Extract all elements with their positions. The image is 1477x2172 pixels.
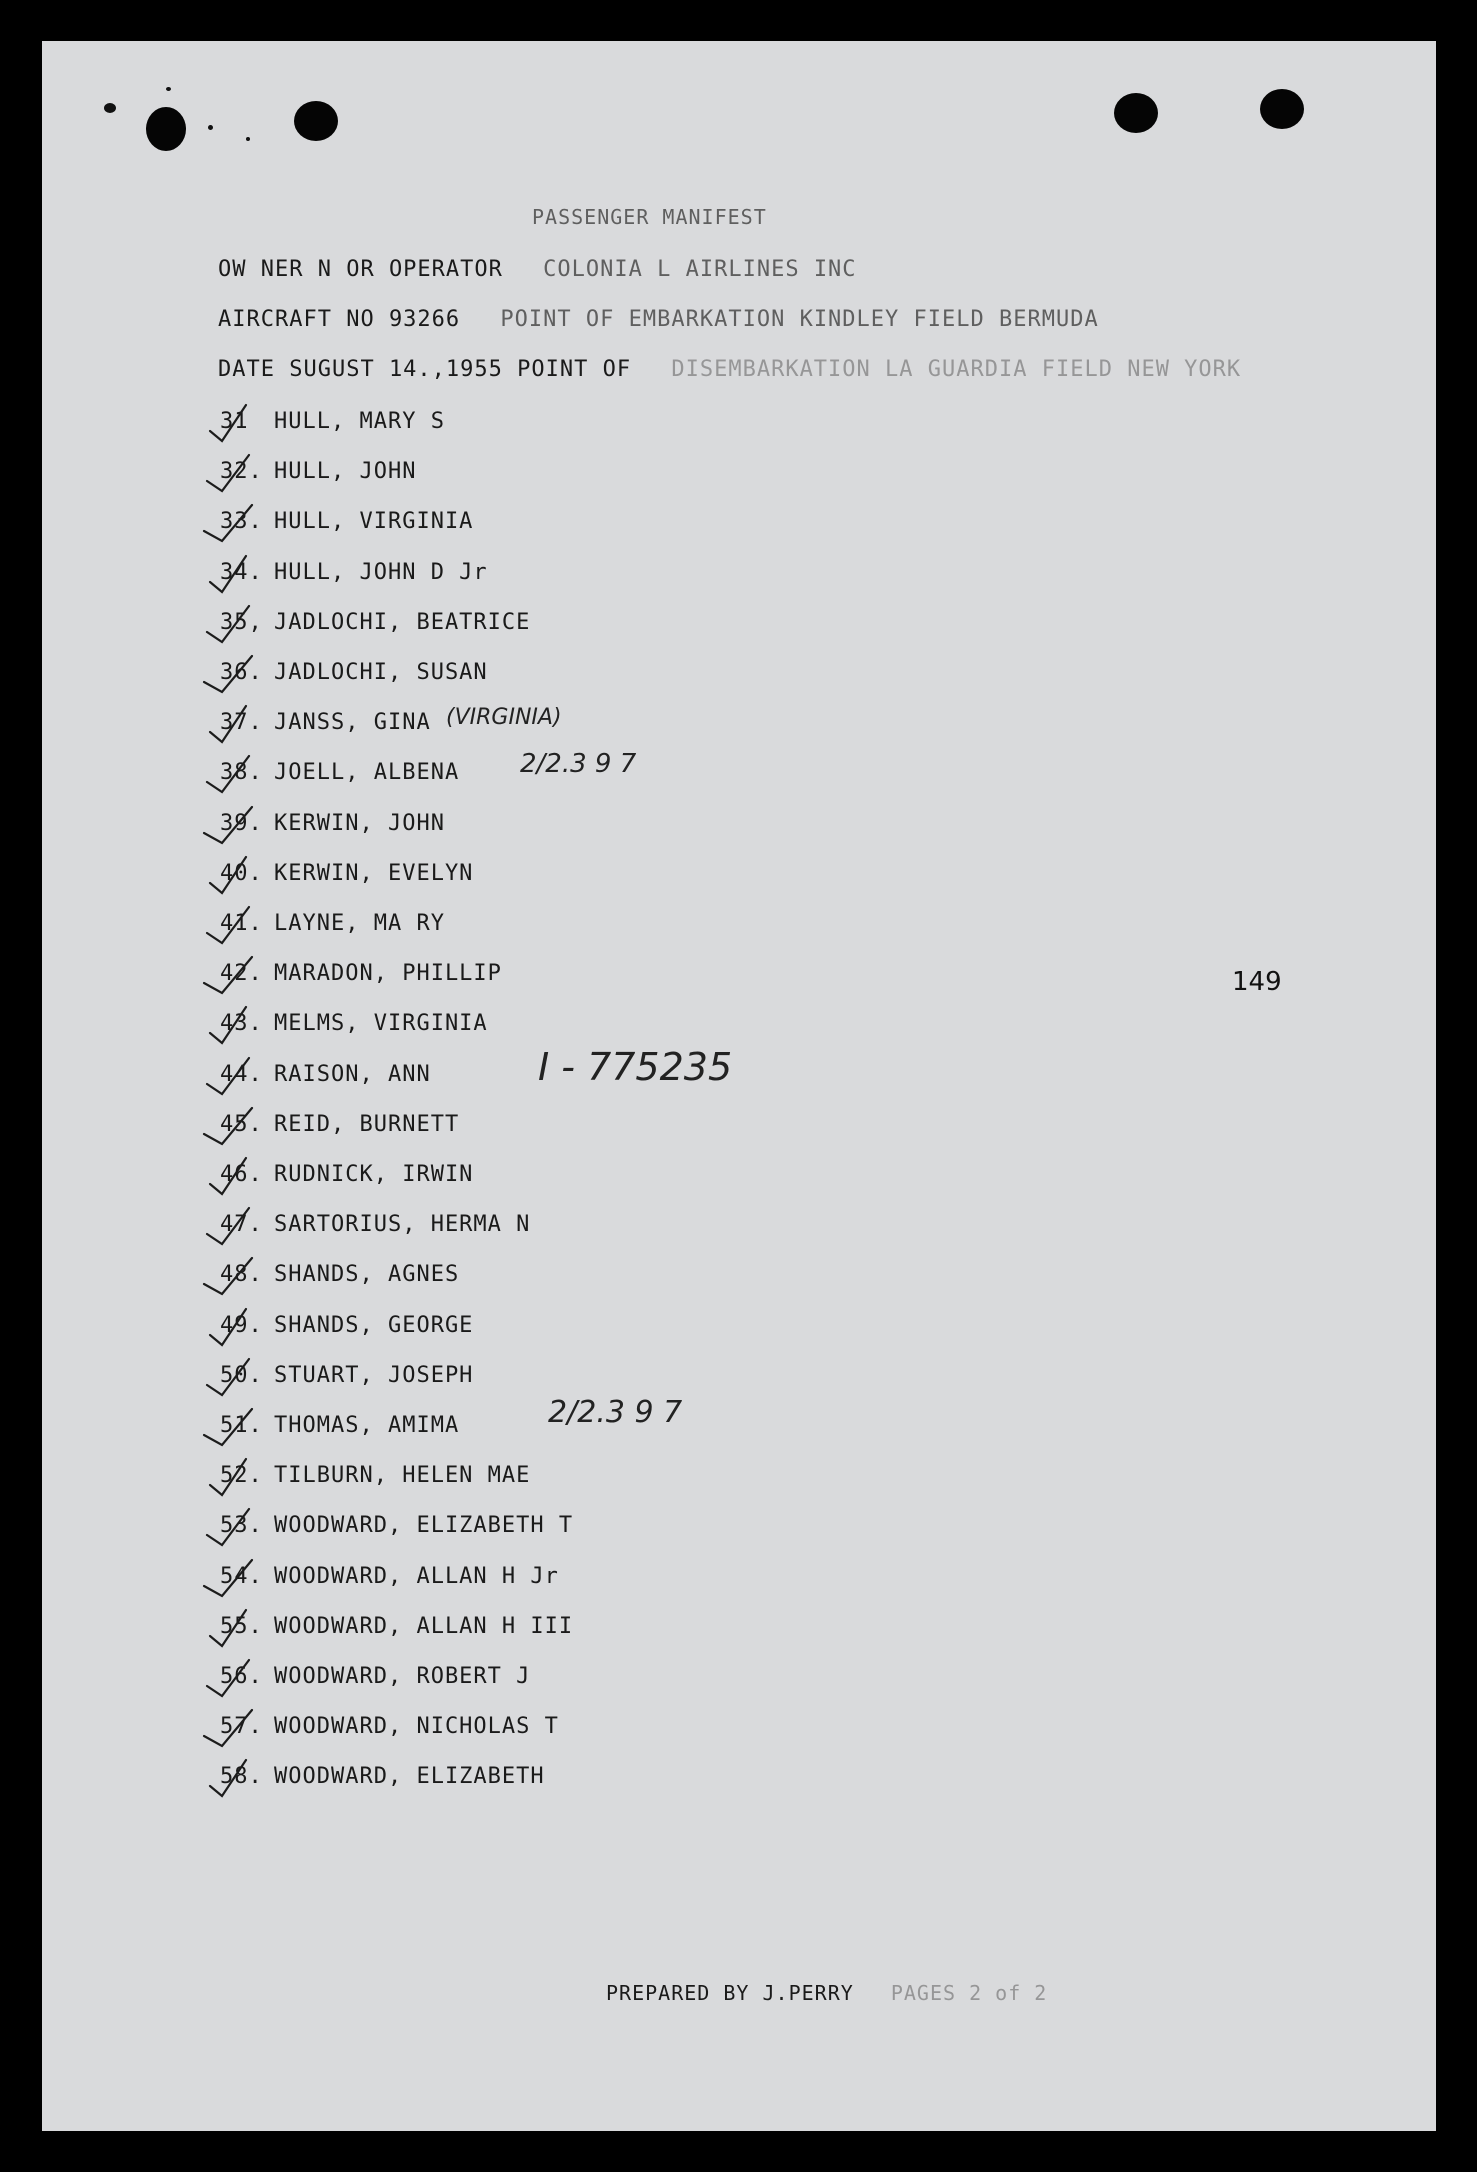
- passenger-number: 34.: [220, 560, 263, 585]
- passenger-number: 52.: [220, 1463, 263, 1488]
- check-mark-icon: [202, 1505, 272, 1549]
- check-mark-icon: [202, 1556, 272, 1600]
- passenger-name: THOMAS, AMIMA: [274, 1413, 460, 1438]
- passenger-row: [220, 1614, 573, 1639]
- check-mark-icon: [202, 401, 272, 445]
- passenger-number: 47.: [220, 1212, 263, 1237]
- check-mark-icon: [202, 1405, 272, 1449]
- footer-line: [606, 1981, 1047, 2005]
- passenger-name: KERWIN, EVELYN: [274, 861, 474, 886]
- prepared-by: PREPARED BY J.PERRY: [606, 1981, 854, 2005]
- passenger-number: 31: [220, 409, 249, 434]
- annotation-virginia: (VIRGINIA): [446, 705, 562, 730]
- passenger-number: 37.: [220, 710, 263, 735]
- passenger-name: RUDNICK, IRWIN: [274, 1162, 474, 1187]
- check-mark-icon: [202, 1656, 272, 1700]
- passenger-name: JADLOCHI, BEATRICE: [274, 610, 531, 635]
- check-mark-icon: [202, 853, 272, 897]
- passenger-number: 35,: [220, 610, 263, 635]
- owner-line: [218, 257, 883, 282]
- passenger-number: 36.: [220, 660, 263, 685]
- pages-count: PAGES 2 of 2: [890, 1981, 1048, 2005]
- passenger-name: SHANDS, GEORGE: [274, 1313, 474, 1338]
- passenger-number: 50.: [220, 1363, 263, 1388]
- check-mark-icon: [202, 903, 272, 947]
- passenger-name: WOODWARD, ELIZABETH T: [274, 1513, 574, 1538]
- speck-mark: [246, 137, 250, 141]
- passenger-number: 42.: [220, 961, 263, 986]
- passenger-number: 56.: [220, 1664, 263, 1689]
- check-mark-icon: [202, 1455, 272, 1499]
- passenger-number: 54.: [220, 1564, 263, 1589]
- check-mark-icon: [202, 1756, 272, 1800]
- date-label: DATE SUGUST 14.,1955 POINT OF: [218, 357, 632, 382]
- passenger-name: HULL, VIRGINIA: [274, 509, 474, 534]
- check-mark-icon: [202, 451, 272, 495]
- speck-mark: [208, 125, 213, 130]
- embarkation-label: POINT OF EMBARKATION KINDLEY FIELD BERMUDA: [500, 307, 1099, 332]
- page-number: 149: [1232, 967, 1282, 997]
- passenger-number: 58.: [220, 1764, 263, 1789]
- passenger-number: 45.: [220, 1112, 263, 1137]
- check-mark-icon: [202, 1606, 272, 1650]
- passenger-number: 48.: [220, 1262, 263, 1287]
- passenger-name: REID, BURNETT: [274, 1112, 460, 1137]
- passenger-number: 55.: [220, 1614, 263, 1639]
- passenger-number: 33.: [220, 509, 263, 534]
- annotation-thomas-number: 2/2.3 9 7: [548, 1395, 683, 1430]
- passenger-name: WOODWARD, ROBERT J: [274, 1664, 531, 1689]
- passenger-name: WOODWARD, ALLAN H III: [274, 1614, 574, 1639]
- passenger-name: SHANDS, AGNES: [274, 1262, 460, 1287]
- check-mark-icon: [202, 702, 272, 746]
- annotation-raison-number: I - 775235: [538, 1045, 733, 1089]
- date-line: [218, 357, 1267, 382]
- aircraft-line: [218, 307, 1125, 332]
- check-mark-icon: [202, 1003, 272, 1047]
- passenger-row: [220, 1513, 573, 1538]
- check-mark-icon: [202, 953, 272, 997]
- passenger-name: TILBURN, HELEN MAE: [274, 1463, 531, 1488]
- check-mark-icon: [202, 803, 272, 847]
- passenger-name: MELMS, VIRGINIA: [274, 1011, 488, 1036]
- check-mark-icon: [202, 501, 272, 545]
- document-title: PASSENGER MANIFEST: [532, 205, 767, 229]
- speck-mark: [166, 87, 171, 91]
- passenger-name: WOODWARD, ALLAN H Jr: [274, 1564, 559, 1589]
- check-mark-icon: [202, 1254, 272, 1298]
- passenger-name: HULL, JOHN D Jr: [274, 560, 488, 585]
- check-mark-icon: [202, 1355, 272, 1399]
- passenger-number: 39.: [220, 811, 263, 836]
- passenger-number: 53.: [220, 1513, 263, 1538]
- passenger-name: JADLOCHI, SUSAN: [274, 660, 488, 685]
- check-mark-icon: [202, 602, 272, 646]
- manifest-page: [42, 41, 1436, 2131]
- passenger-number: 57.: [220, 1714, 263, 1739]
- passenger-number: 46.: [220, 1162, 263, 1187]
- punch-hole-right-2: [1260, 89, 1304, 129]
- passenger-number: 51.: [220, 1413, 263, 1438]
- passenger-name: SARTORIUS, HERMA N: [274, 1212, 531, 1237]
- speck-mark: [104, 103, 116, 113]
- punch-hole-right-1: [1114, 93, 1158, 133]
- check-mark-icon: [202, 752, 272, 796]
- passenger-name: RAISON, ANN: [274, 1062, 431, 1087]
- passenger-name: KERWIN, JOHN: [274, 811, 445, 836]
- check-mark-icon: [202, 1204, 272, 1248]
- passenger-number: 43.: [220, 1011, 263, 1036]
- owner-value: COLONIA L AIRLINES INC: [543, 257, 857, 282]
- annotation-joell-number: 2/2.3 9 7: [520, 749, 637, 779]
- check-mark-icon: [202, 652, 272, 696]
- passenger-number: 38.: [220, 760, 263, 785]
- punch-hole-left-1: [146, 107, 186, 151]
- passenger-name: HULL, MARY S: [274, 409, 445, 434]
- passenger-name: STUART, JOSEPH: [274, 1363, 474, 1388]
- passenger-number: 44.: [220, 1062, 263, 1087]
- check-mark-icon: [202, 1706, 272, 1750]
- passenger-name: WOODWARD, ELIZABETH: [274, 1764, 545, 1789]
- passenger-name: LAYNE, MA RY: [274, 911, 445, 936]
- check-mark-icon: [202, 1054, 272, 1098]
- passenger-name: JANSS, GINA: [274, 710, 431, 735]
- check-mark-icon: [202, 1154, 272, 1198]
- check-mark-icon: [202, 1305, 272, 1349]
- passenger-number: 32.: [220, 459, 263, 484]
- passenger-number: 40.: [220, 861, 263, 886]
- check-mark-icon: [202, 1104, 272, 1148]
- passenger-number: 49.: [220, 1313, 263, 1338]
- disembarkation-label: DISEMBARKATION LA GUARDIA FIELD NEW YORK: [671, 357, 1242, 382]
- aircraft-label: AIRCRAFT NO 93266: [218, 307, 461, 332]
- punch-hole-left-2: [294, 101, 338, 141]
- passenger-name: WOODWARD, NICHOLAS T: [274, 1714, 559, 1739]
- check-mark-icon: [202, 552, 272, 596]
- passenger-name: MARADON, PHILLIP: [274, 961, 502, 986]
- passenger-number: 41.: [220, 911, 263, 936]
- passenger-name: JOELL, ALBENA: [274, 760, 460, 785]
- passenger-name: HULL, JOHN: [274, 459, 417, 484]
- owner-label: OW NER N OR OPERATOR: [218, 257, 503, 282]
